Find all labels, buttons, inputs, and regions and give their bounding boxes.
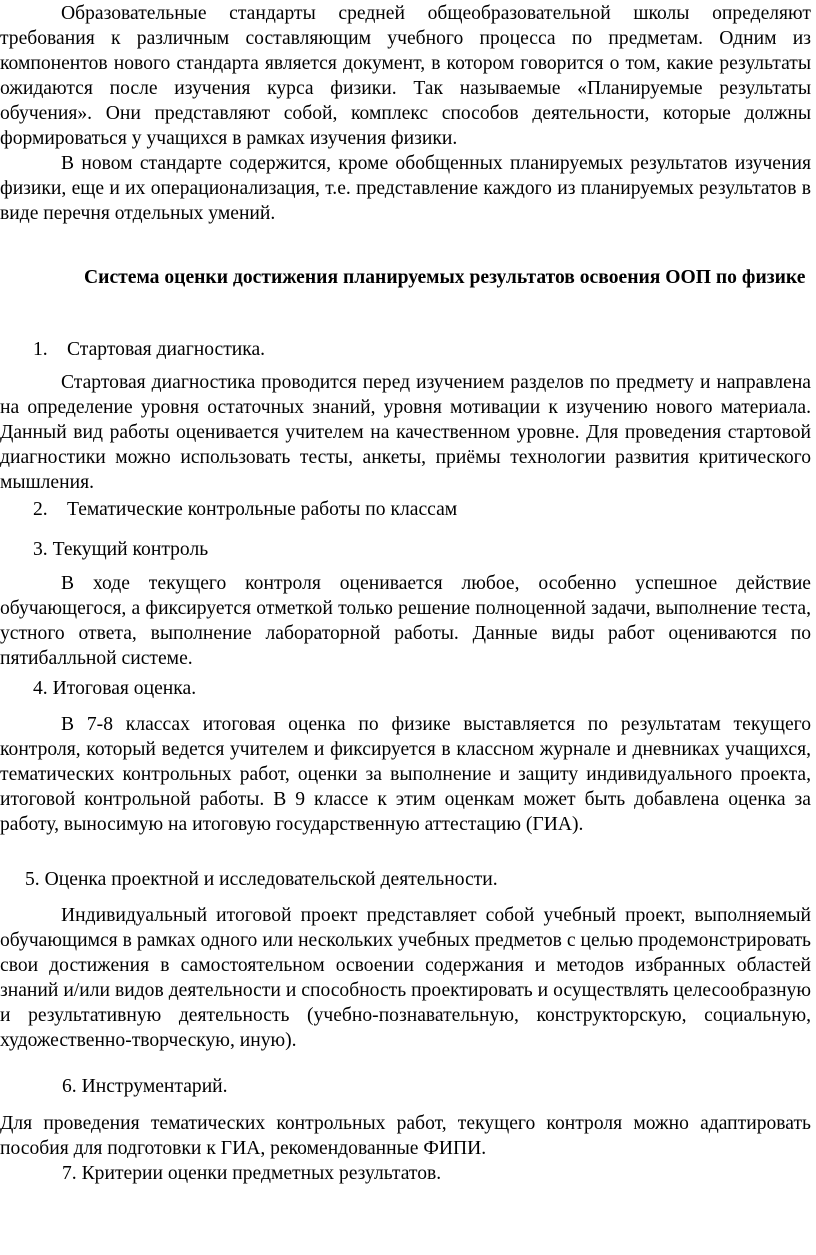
list-item-number: 7. — [62, 1163, 77, 1184]
list-item-title: Текущий контроль — [52, 539, 209, 560]
list-item-title: Инструментарий. — [81, 1076, 228, 1097]
list-item-3-text: В ходе текущего контроля оценивается любое, особенно успешное действие обучающегося, а фиксируется отметкой только решение полноценной задачи, выполнение теста, устного ответа, выполнение лабораторной работы. Данные виды работ оцениваются по пятибалльной системе. — [0, 573, 811, 669]
list-item-1-title — [33, 338, 265, 363]
list-item-7-title — [62, 1162, 441, 1187]
list-item-number: 4. — [33, 678, 48, 699]
intro-paragraph-1: Образовательные стандарты средней общеобразовательной школы определяют требования к различным составляющим учебного процесса по предметам. Одним из компонентов нового стандарта является документ, в котором говорится о том, какие результаты ожидаются после изучения курса физики. Так называемые «Планируемые результаты обучения». Они представляют собой, комплекс способов деятельности, которые должны формироваться у учащихся в рамках изучения физики. — [0, 3, 811, 149]
list-item-number: 3. — [33, 539, 48, 560]
list-item-6-text: Для проведения тематических контрольных работ, текущего контроля можно адаптировать пособия для подготовки к ГИА, рекомендованные ФИПИ. — [0, 1113, 811, 1159]
list-item-5-title — [25, 868, 498, 893]
list-item-number: 2. — [33, 499, 48, 520]
list-item-number: 6. — [62, 1076, 77, 1097]
list-item-title: Оценка проектной и исследовательской деятельности. — [44, 869, 498, 890]
list-item-6-title — [62, 1075, 228, 1100]
list-item-title: Тематические контрольные работы по классам — [67, 499, 458, 520]
list-item-3-title — [33, 538, 208, 563]
list-item-title: Стартовая диагностика. — [67, 339, 266, 360]
list-item-title: Критерии оценки предметных результатов. — [81, 1163, 442, 1184]
section-heading: Система оценки достижения планируемых результатов освоения ООП по физике — [84, 267, 806, 288]
list-item-2-title — [33, 498, 457, 523]
list-item-4-text: В 7-8 классах итоговая оценка по физике выставляется по результатам текущего контроля, который ведется учителем и фиксируется в классном журнале и дневниках учащихся, тематических контрольных работ, оценки за выполнение и защиту индивидуального проекта, итоговой контрольной работы. В 9 классе к этим оценкам может быть добавлена оценка за работу, выносимую на итоговую государственную аттестацию (ГИА). — [0, 714, 811, 835]
list-item-number: 1. — [33, 339, 48, 360]
list-item-4-title — [33, 677, 196, 702]
list-item-5-text: Индивидуальный итоговой проект представляет собой учебный проект, выполняемый обучающимся в рамках одного или нескольких учебных предметов с целью продемонстрировать свои достижения в самостоятельном освоении содержания и методов избранных областей знаний и/или видов деятельности и способность проектировать и осуществлять целесообразную и результативную деятельность (учебно-познавательную, конструкторскую, социальную, художественно-творческую, иную). — [0, 905, 811, 1051]
list-item-1-text: Стартовая диагностика проводится перед изучением разделов по предмету и направлена на определение уровня остаточных знаний, уровня мотивации к изучению нового материала. Данный вид работы оценивается учителем на качественном уровне. Для проведения стартовой диагностики можно использовать тесты, анкеты, приёмы технологии развития критического мышления. — [0, 372, 811, 493]
list-item-title: Итоговая оценка. — [52, 678, 197, 699]
list-item-number: 5. — [25, 869, 40, 890]
intro-paragraph-2: В новом стандарте содержится, кроме обобщенных планируемых результатов изучения физики, еще и их операционализация, т.е. представление каждого из планируемых результатов в виде перечня отдельных умений. — [0, 153, 811, 224]
